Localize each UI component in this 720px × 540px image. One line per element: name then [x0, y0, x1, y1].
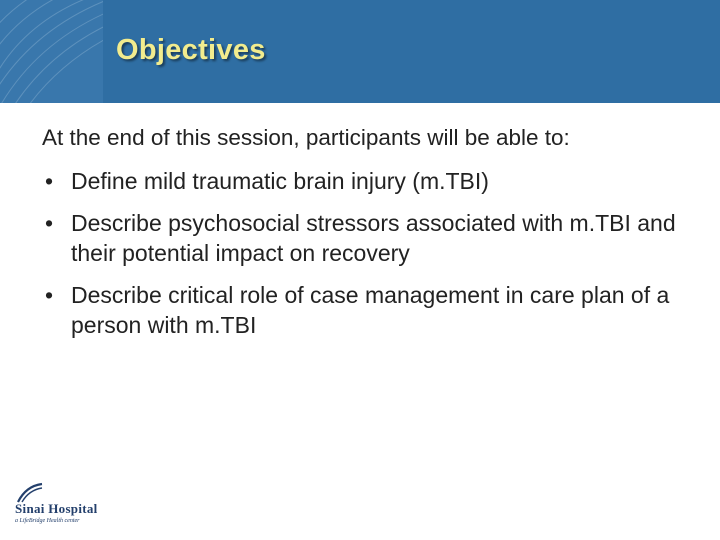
intro-text: At the end of this session, participants will be able to:	[42, 125, 570, 150]
sinai-hospital-logo	[12, 482, 132, 527]
list-item	[42, 166, 682, 197]
bullet-icon: •	[45, 281, 54, 308]
list-item	[42, 208, 682, 269]
slide-title: Objectives	[116, 34, 266, 66]
bullet-icon: •	[45, 168, 54, 194]
slide-header	[0, 0, 720, 103]
list-item-text: Describe critical role of case management in care plan of a person with m.TBI	[71, 281, 670, 338]
list-item-text: Define mild traumatic brain injury (m.TBI)	[71, 168, 489, 194]
list-item	[42, 280, 682, 341]
logo-name: Sinai Hospital	[15, 501, 98, 516]
header-decoration	[0, 0, 103, 103]
logo-tagline: a LifeBridge Health center	[15, 518, 80, 524]
list-item-text: Describe psychosocial stressors associated with m.TBI and their potential impact on recovery	[71, 209, 676, 266]
header-swoosh-graphic	[0, 0, 103, 103]
objectives-list	[42, 166, 682, 352]
bullet-icon: •	[45, 209, 54, 236]
